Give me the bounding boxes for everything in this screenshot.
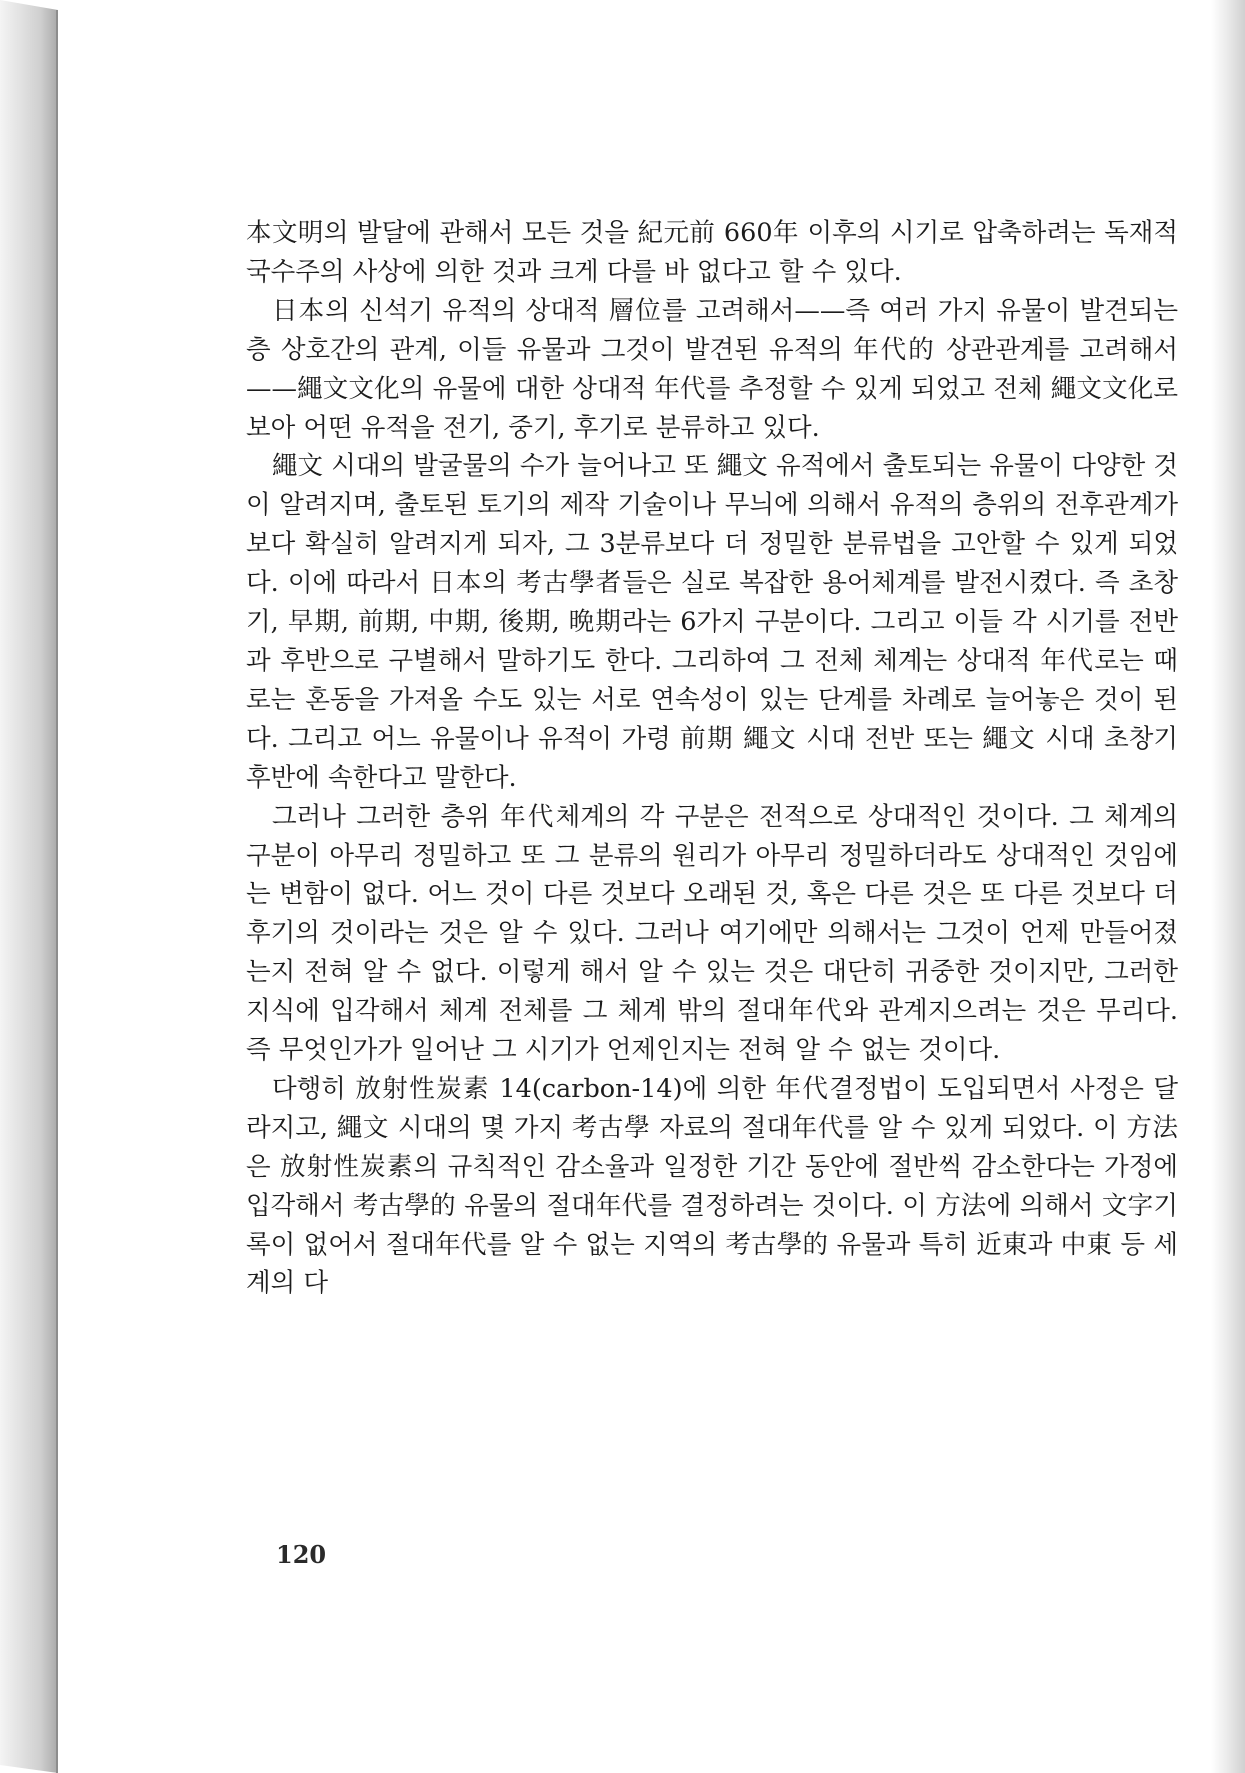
page-number: 120 (276, 1540, 327, 1569)
paragraph-2: 日本의 신석기 유적의 상대적 層位를 고려해서——즉 여러 가지 유물이 발견되는 층 상호간의 관계, 이들 유물과 그것이 발견된 유적의 年代的 상관관계를 고려해서——繩文文化의 유물에 대한 상대적 年代를 추정할 수 있게 되었고 전체 繩文文化로 보아 어떤 유적을 전기, 중기, 후기로 분류하고 있다. (246, 295, 1178, 443)
paragraph-5: 다행히 放射性炭素 14(carbon-14)에 의한 年代결정법이 도입되면서 사정은 달라지고, 繩文 시대의 몇 가지 考古學 자료의 절대年代를 알 수 있게 되었다. 이 方法은 放射性炭素의 규칙적인 감소율과 일정한 기간 동안에 절반씩 감소한다는 가정에 입각해서 考古學的 유물의 절대年代를 결정하려는 것이다. 이 方法에 의해서 文字기록이 없어서 절대年代를 알 수 없는 지역의 考古學的 유물과 특히 近東과 中東 등 세계의 다 (246, 1073, 1178, 1299)
book-spine-shadow (0, 0, 58, 1773)
body-text (246, 214, 1178, 1303)
paragraph-3: 繩文 시대의 발굴물의 수가 늘어나고 또 繩文 유적에서 출토되는 유물이 다양한 것이 알려지며, 출토된 토기의 제작 기술이나 무늬에 의해서 유적의 층위의 전후관계가 보다 확실히 알려지게 되자, 그 3분류보다 더 정밀한 분류법을 고안할 수 있게 되었다. 이에 따라서 日本의 考古學者들은 실로 복잡한 용어체계를 발전시켰다. 즉 초창기, 早期, 前期, 中期, 後期, 晩期라는 6가지 구분이다. 그리고 이들 각 시기를 전반과 후반으로 구별해서 말하기도 한다. 그리하여 그 전체 체계는 상대적 年代로는 때로는 혼동을 가져올 수도 있는 서로 연속성이 있는 단계를 차례로 늘어놓은 것이 된다. 그리고 어느 유물이나 유적이 가령 前期 繩文 시대 전반 또는 繩文 시대 초창기 후반에 속한다고 말한다. (246, 451, 1178, 793)
page-sheet (58, 0, 1211, 1773)
paragraph-4: 그러나 그러한 층위 年代체계의 각 구분은 전적으로 상대적인 것이다. 그 체계의 구분이 아무리 정밀하고 또 그 분류의 원리가 아무리 정밀하더라도 상대적인 것임에는 변함이 없다. 어느 것이 다른 것보다 오래된 것, 혹은 다른 것은 또 다른 것보다 더 후기의 것이라는 것은 알 수 있다. 그러나 여기에만 의해서는 그것이 언제 만들어졌는지 전혀 알 수 없다. 이렇게 해서 알 수 있는 것은 대단히 귀중한 것이지만, 그러한 지식에 입각해서 체계 전체를 그 체계 밖의 절대年代와 관계지으려는 것은 무리다. 즉 무엇인가가 일어난 그 시기가 언제인지는 전혀 알 수 없는 것이다. (246, 801, 1178, 1066)
paragraph-1: 本文明의 발달에 관해서 모든 것을 紀元前 660年 이후의 시기로 압축하려는 독재적 국수주의 사상에 의한 것과 크게 다를 바 없다고 할 수 있다. (246, 218, 1178, 287)
right-page-shadow (1211, 0, 1245, 1773)
